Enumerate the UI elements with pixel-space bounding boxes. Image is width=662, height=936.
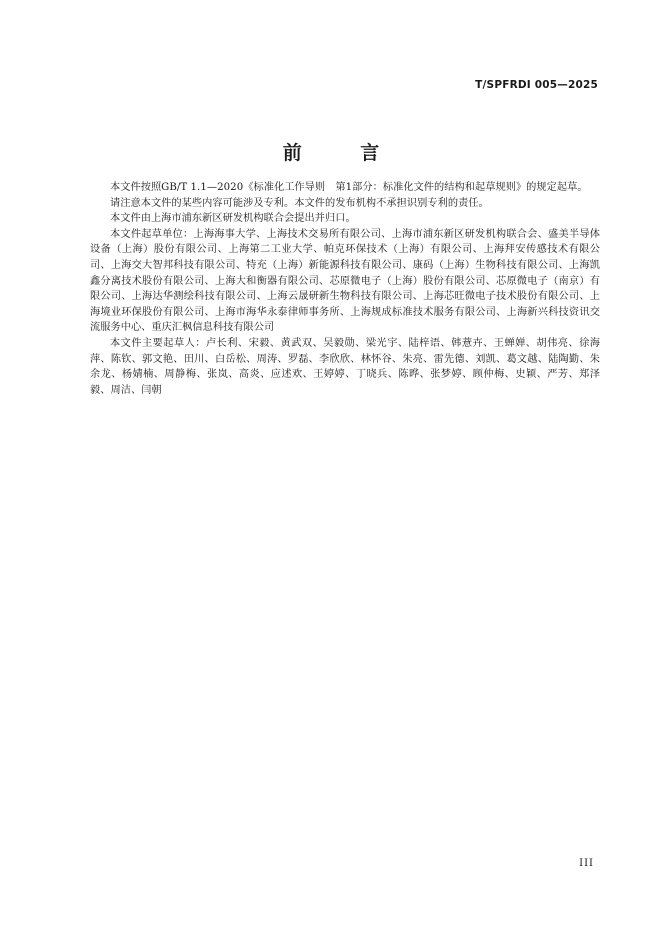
- standard-code: T/SPFRDI 005—2025: [475, 79, 598, 91]
- paragraph-drafting-rules: 本文件按照GB/T 1.1—2020《标准化工作导则 第1部分：标准化文件的结构和起草规则》的规定起草。: [110, 182, 588, 193]
- paragraph-drafting-units: 本文件起草单位：上海海事大学、上海技术交易所有限公司、上海市浦东新区研发机构联合会、盛美半导体设备（上海）股份有限公司、上海第二工业大学、帕克环保技术（上海）有限公司、上海拜安传感技术有限公司、上海交大智邦科技有限公司、特充（上海）新能源科技有限公司、康码（上海）生物科技有限公司、上海凯鑫分离技术股份有限公司、上海大和衡器有限公司、芯原微电子（上海）股份有限公司、芯原微电子（南京）有限公司、上海达华测绘科技有限公司、上海云晟研新生物科技有限公司、上海芯旺微电子技术股份有限公司、上海境业环保股份有限公司、上海市海华永泰律师事务所、上海规成标准技术服务有限公司、上海新兴科技资讯交流服务中心、重庆汇枫信息科技有限公司: [90, 228, 600, 334]
- paragraph-proposer: 本文件由上海市浦东新区研发机构联合会提出并归口。: [110, 213, 356, 225]
- page-number: III: [579, 858, 594, 869]
- paragraph-patent-notice: 请注意本文件的某些内容可能涉及专利。本文件的发布机构不承担识别专利的责任。: [110, 197, 489, 209]
- paragraph-drafters: 本文件主要起草人：卢长利、宋毅、黄武双、吴毅勋、梁光宇、陆梓语、韩薏卉、王蝉婵、胡伟亮、徐海萍、陈钦、郭文艳、田川、白岳松、周涛、罗磊、李欣欣、林怀谷、朱亮、雷先德、刘凯、葛文越、陆陶勤、朱余龙、杨婧楠、周静梅、张岚、高炎、应述欢、王婷婷、丁晓兵、陈晔、张梦婷、顾仲梅、史颖、严芳、郑泽毅、周洁、闫朝: [90, 337, 600, 396]
- foreword-body: [90, 180, 600, 398]
- page-title: 前 言: [282, 142, 406, 164]
